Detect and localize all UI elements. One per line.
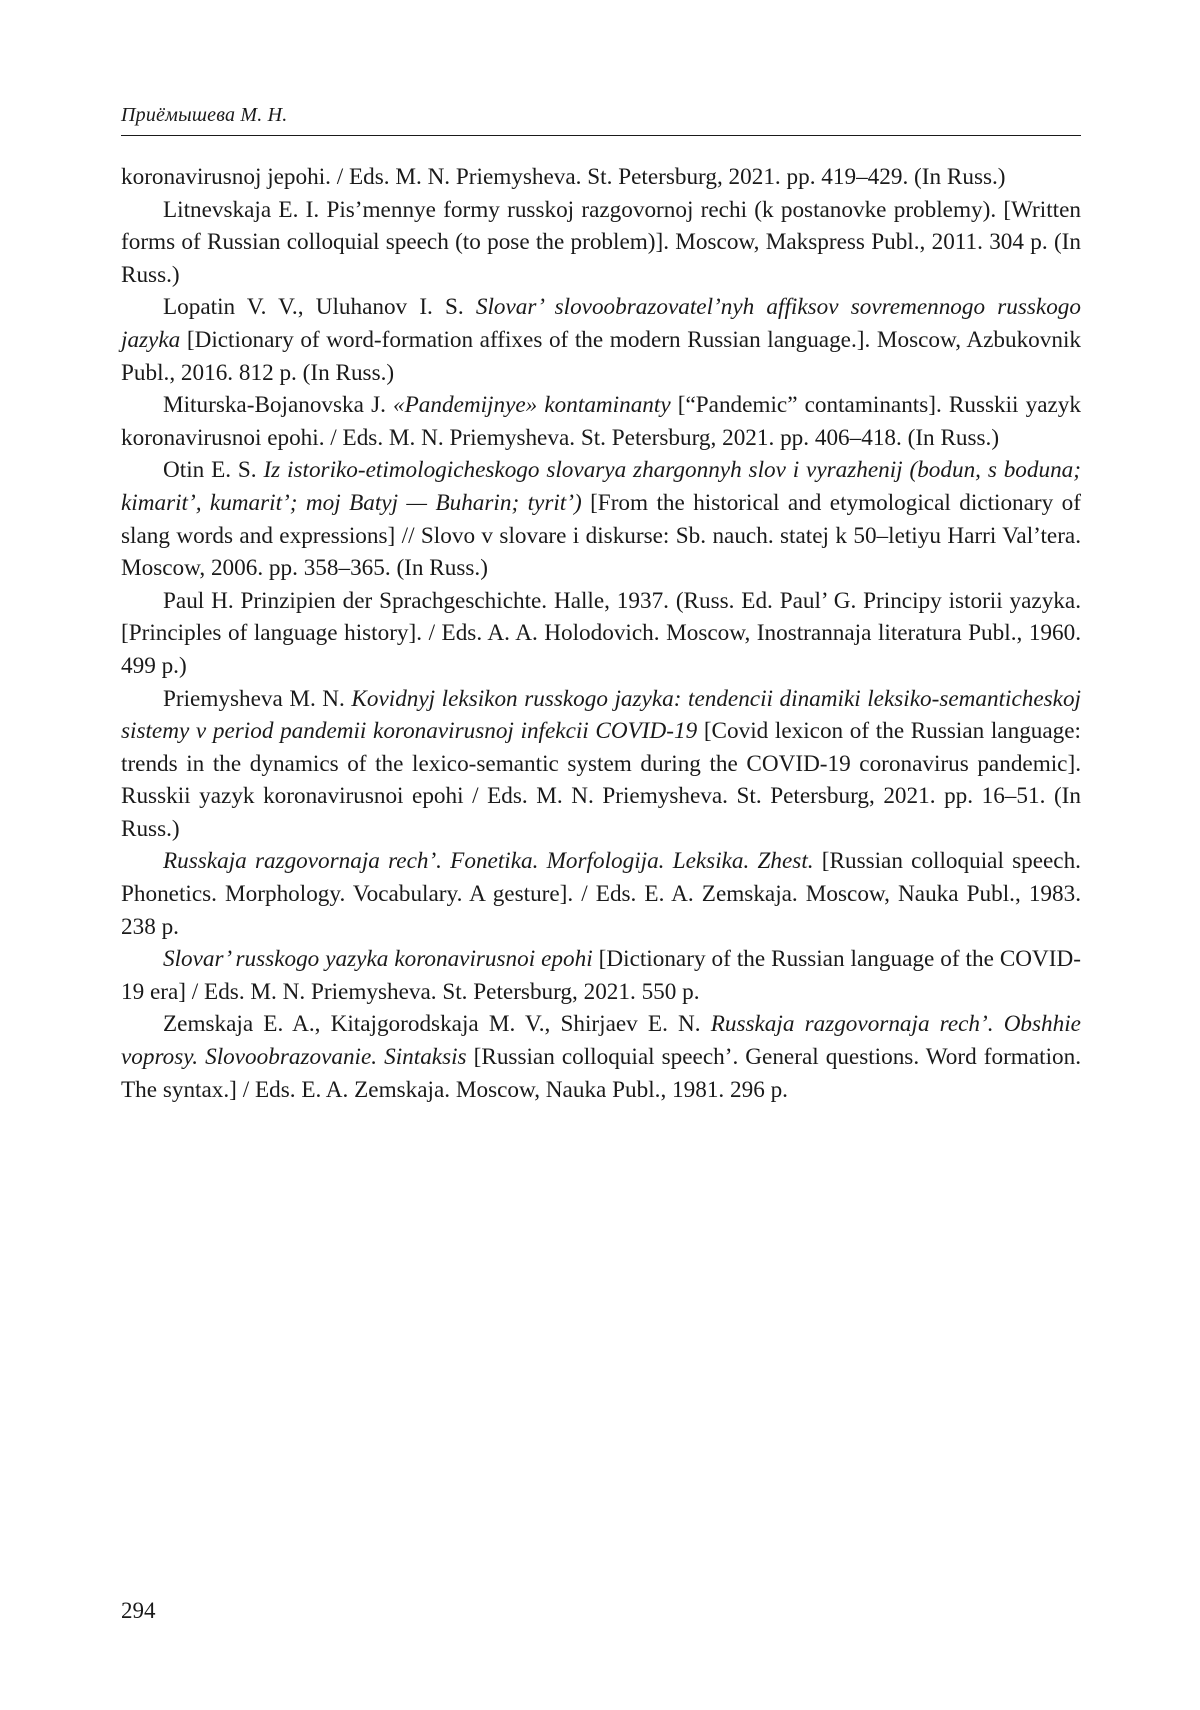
reference-text: Litnevskaja E. I. Pis’mennye formy russkoj razgovornoj rechi (k postanovke problemy). [Written forms of Russian colloquial speech (to pose the problem)]. Moscow, Makspress Publ., 2011. 304 p. (In Russ.) [121, 196, 1081, 288]
reference-entry [121, 683, 1081, 846]
reference-title-italic: Russkaja razgovornaja rech’. Fonetika. Morfologija. Leksika. Zhest. [163, 848, 814, 875]
reference-title-italic: Kovidnyj leksikon russkogo jazyka: tendencii dinamiki leksiko-semanticheskoj sistemy v period pandemii koronavirusnoj infekcii COVID-19 [121, 685, 1081, 745]
reference-entry [121, 389, 1081, 454]
reference-text: Otin E. S. [163, 457, 264, 484]
reference-entry [121, 194, 1081, 292]
reference-entry [121, 291, 1081, 389]
reference-title-italic: Iz istoriko-etimologicheskogo slovarya zhargonnyh slov i vyrazhenij (bodun, s boduna; kimarit’, kumarit’; moj Batyj — Buharin; tyrit’) [121, 457, 1081, 516]
reference-entry [121, 1008, 1081, 1106]
header-rule [121, 135, 1081, 136]
reference-text-after: [Covid lexicon of the Russian language: trends in the dynamics of the lexico-semantic system during the COVID-19 coronavirus pandemic]. Russkii yazyk koronavirusnoi epohi / Eds. M. N. Priemysheva. St. Petersburg, 2021. pp. 16–51. (In Russ.) [121, 718, 1081, 842]
reference-text-after: [Russian colloquial speech’. General questions. Word formation. The syntax.] / Eds. E. A. Zemskaja. Moscow, Nauka Publ., 1981. 296 p. [121, 1044, 1081, 1103]
reference-title-italic: Russkaja razgovornaja rech’. Obshhie voprosy. Slovoobrazovanie. Sintaksis [121, 1011, 1081, 1071]
reference-text-after: [“Pandemic” contaminants]. Russkii yazyk koronavirusnoi epohi. / Eds. M. N. Priemysheva. St. Petersburg, 2021. pp. 406–418. (In Russ.) [121, 392, 1081, 451]
reference-title-italic: Slovar’ slovoobrazovatel’nyh affiksov sovremennogo russkogo jazyka [121, 294, 1081, 353]
reference-text-after: [Dictionary of the Russian language of the COVID-19 era] / Eds. M. N. Priemysheva. St. Petersburg, 2021. 550 p. [121, 946, 1081, 1005]
reference-entry [121, 585, 1081, 683]
reference-text: koronavirusnoj jepohi. / Eds. M. N. Priemysheva. St. Petersburg, 2021. pp. 419–429. (In Russ.) [121, 164, 1006, 190]
reference-title-italic: «Pandemijnye» kontaminanty [393, 392, 671, 419]
reference-text: Lopatin V. V., Uluhanov I. S. [163, 294, 476, 321]
reference-title-italic: Slovar’ russkogo yazyka koronavirusnoi epohi [163, 946, 593, 973]
reference-entry-continued [121, 161, 1081, 194]
reference-entry [121, 454, 1081, 584]
reference-text: Miturska-Bojanovska J. [163, 392, 394, 419]
reference-entry [121, 943, 1081, 1008]
reference-text-after: [Dictionary of word-formation affixes of the modern Russian language.]. Moscow, Azbukovnik Publ., 2016. 812 p. (In Russ.) [121, 326, 1081, 386]
page-number: 294 [121, 1598, 156, 1623]
reference-text-after: [From the historical and etymological dictionary of slang words and expressions] // Slovo v slovare i diskurse: Sb. nauch. statej k 50–letiyu Harri Val’tera. Moscow, 2006. pp. 358–365. (In Russ.) [121, 489, 1081, 582]
reference-list [121, 161, 1081, 1106]
reference-text: Zemskaja E. A., Kitajgorodskaja M. V., Shirjaev E. N. [163, 1011, 711, 1038]
running-head-author: Приёмышева М. Н. [121, 104, 288, 126]
reference-text: Paul H. Prinzipien der Sprachgeschichte. Halle, 1937. (Russ. Ed. Paul’ G. Principy istorii yazyka. [Principles of language history]. / Eds. A. A. Holodovich. Moscow, Inostrannaja literatura Publ., 1960. 499 p.) [121, 587, 1081, 679]
reference-entry [121, 845, 1081, 943]
reference-text-after: [Russian colloquial speech. Phonetics. Morphology. Vocabulary. A gesture]. / Eds. E. A. Zemskaja. Moscow, Nauka Publ., 1983. 238 p. [121, 848, 1081, 940]
reference-text: Priemysheva M. N. [163, 685, 352, 712]
